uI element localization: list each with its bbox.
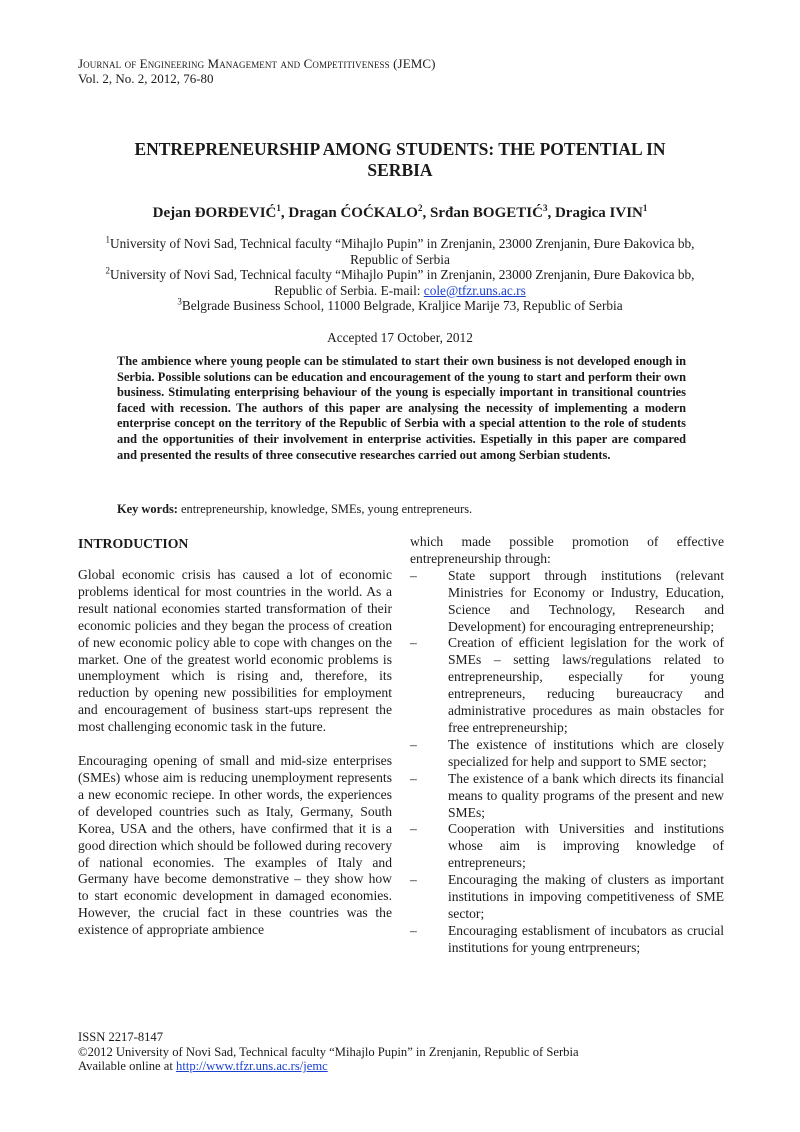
dash-bullet-icon: –: [410, 770, 417, 786]
paragraph: which made possible promotion of effective entrepreneurship through:: [410, 534, 724, 566]
affiliation-3: $^3$Belgrade Business School, 11000 Belgrade, Kraljice Marije 73, Republic of Serbia: [177, 296, 623, 314]
issn: ISSN 2217-8147: [78, 1030, 164, 1044]
keywords: [117, 501, 686, 517]
abstract: The ambience where young people can be stimulated to start their own business is not developed enough in Serbia. Possible solutions can be education and encouragement of the young to start and perform their own business. Stimulating enterprising behaviour of the young is especially important in transitional countries faced with recession. The authors of this paper are analysing the necessity of implementing a modern enterprise concept on the territory of the Republic of Serbia with a special attention to the role of students and the opportunities of their involvement in enterprise activities. Espetially in this paper are compared and presented the results of three consecutive researches carried out among Serbian students.: [117, 354, 686, 462]
list-item: – Encouraging the making of clusters as important institutions in impoving competitiveness of SME sector;: [410, 872, 724, 921]
affiliations: [80, 236, 720, 314]
paragraph: Global economic crisis has caused a lot of economic problems identical for most countries in the world. As a result national economies started transformation of their economic policies and they began the process of creation of new economic policy able to cope with changes on the market. One of the greatest world economic problems is unemployment which is rising and, therefore, its reduction by opening new possibilities for employment and encouragement of business start-ups represent the most challenging economic task in the future.: [78, 567, 392, 735]
list-item: – Creation of efficient legislation for the work of SMEs – setting laws/regulations related to entrepreneurship, especially for young entrepreneurs, reducing bureaucracy and administrative procedures as main obstacles for free entrepreneurship;: [410, 635, 724, 735]
page-footer: [78, 1030, 718, 1074]
volume-info: Vol. 2, No. 2, 2012, 76-80: [78, 71, 214, 86]
list-item: – Cooperation with Universities and institutions whose aim is improving knowledge of entrepreneurs;: [410, 821, 724, 871]
paper-title: ENTREPRENEURSHIP AMONG STUDENTS: THE POTENTIAL IN SERBIA: [134, 139, 666, 180]
journal-header: [78, 56, 436, 86]
copyright: ©2012 University of Novi Sad, Technical faculty “Mihajlo Pupin” in Zrenjanin, Republic of Serbia: [78, 1044, 579, 1059]
list-item: – Encouraging establisment of incubators as crucial institutions for young entrpreneurs;: [410, 922, 724, 955]
author-list: [100, 204, 700, 222]
author: Dragica IVIN$^1$: [554, 203, 648, 221]
list-item: – The existence of a bank which directs its financial means to quality programs of the present and new SMEs;: [410, 770, 724, 820]
paragraph: Encouraging opening of small and mid-size enterprises (SMEs) whose aim is reducing unemployment represents a new economic reciepe. In other words, the experiences of developed countries such as Italy, Germany, South Korea, USA and the others, have confirmed that it is a good direction which should be followed during recovery of national economies. The examples of Italy and Germany have become demonstrative – they show how to start economic development in damaged economies. However, the crucial fact in these countries was the existence of appropriate ambience: [78, 753, 392, 938]
accepted-date: Accepted 17 October, 2012: [327, 330, 473, 345]
author: Dejan ĐORĐEVIĆ$^1$,: [152, 203, 289, 221]
right-column: [410, 534, 724, 957]
dash-bullet-icon: –: [410, 567, 417, 583]
author-email-link[interactable]: cole@tfzr.uns.ac.rs: [423, 282, 526, 298]
keywords-label: Key words:: [117, 502, 178, 516]
keywords-list: entrepreneurship, knowledge, SMEs, young entrepreneurs.: [177, 502, 473, 516]
dash-bullet-icon: –: [410, 821, 417, 837]
journal-url-link[interactable]: http://www.tfzr.uns.ac.rs/jemc: [176, 1059, 328, 1074]
dash-bullet-icon: –: [410, 635, 417, 651]
dash-bullet-icon: –: [410, 922, 417, 938]
left-column: [78, 534, 392, 939]
section-heading-introduction: INTRODUCTION: [78, 536, 189, 551]
author: Srđan BOGETIĆ$^3$,: [429, 203, 555, 221]
list-item: – The existence of institutions which are closely specialized for help and support to SME sector;: [410, 736, 724, 769]
measures-list: [410, 568, 724, 957]
availability: Available online at http://www.tfzr.uns.ac.rs/jemc: [78, 1059, 328, 1074]
dash-bullet-icon: –: [410, 736, 417, 752]
list-item: – State support through institutions (relevant Ministries for Economy or Industry, Education, Science and Technology, Research and Development) for encouraging entrepreneurship;: [410, 567, 724, 634]
dash-bullet-icon: –: [410, 872, 417, 888]
affiliation-1: $^1$University of Novi Sad, Technical faculty “Mihajlo Pupin” in Zrenjanin, 23000 Zrenjanin, Đure Đakovica bb, Republic of Serbia: [105, 234, 695, 267]
author: Dragan ĆOĆKALO$^2$,: [288, 203, 430, 221]
journal-name: Journal of Engineering Management and Competitiveness (JEMC): [78, 56, 436, 71]
affiliation-2: $^2$University of Novi Sad, Technical faculty “Mihajlo Pupin” in Zrenjanin, 23000 Zrenjanin, Đure Đakovica bb, Republic of Serbia. E-mail: cole@tfzr.uns.ac.rs: [105, 265, 695, 298]
